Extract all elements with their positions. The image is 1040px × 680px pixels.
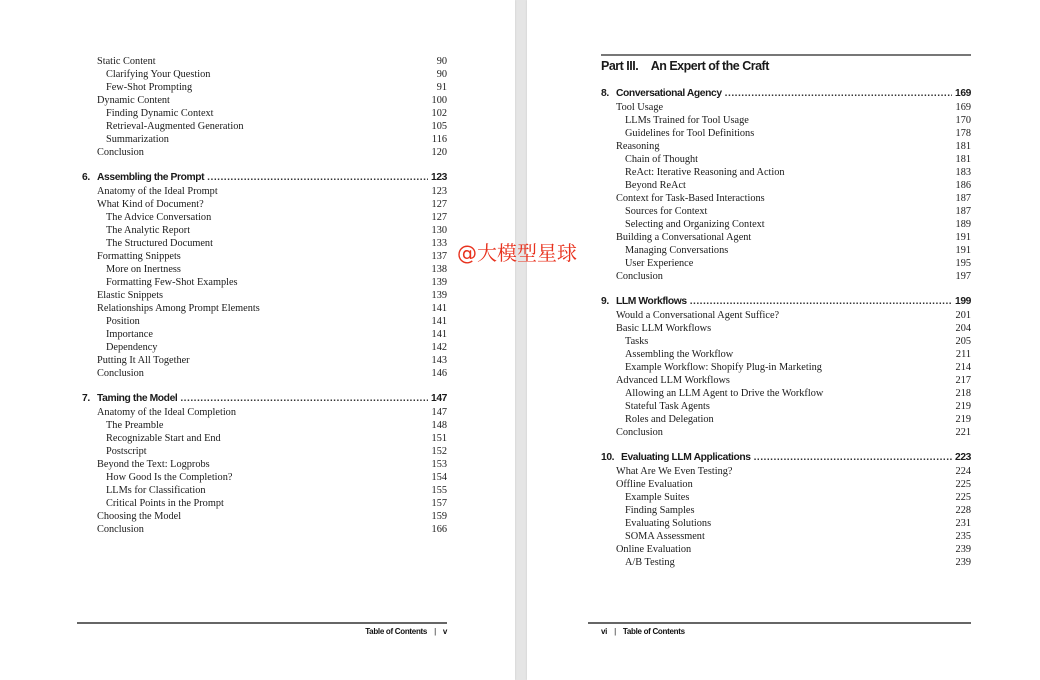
- entry-title: Importance: [106, 329, 153, 340]
- entry-page-number: 231: [955, 518, 971, 529]
- entry-page-number: 189: [955, 219, 971, 230]
- entry-page-number: 139: [431, 290, 447, 301]
- toc-subsection[interactable]: [601, 530, 971, 543]
- entry-title: Position: [106, 316, 140, 327]
- toc-left: [82, 55, 447, 536]
- entry-title: A/B Testing: [625, 557, 675, 568]
- entry-title: Context for Task-Based Interactions: [616, 193, 765, 204]
- footer-separator: |: [434, 627, 436, 636]
- entry-title: Example Workflow: Shopify Plug-in Marketing: [625, 362, 822, 373]
- toc-subsection[interactable]: [601, 114, 971, 127]
- toc-right: [601, 87, 971, 569]
- toc-section[interactable]: [601, 101, 971, 114]
- entry-page-number: 159: [431, 511, 447, 522]
- entry-page-number: 130: [431, 225, 447, 236]
- entry-page-number: 181: [955, 141, 971, 152]
- entry-page-number: 187: [955, 193, 971, 204]
- dot-leader: [207, 171, 428, 185]
- entry-page-number: 146: [431, 368, 447, 379]
- toc-subsection[interactable]: [601, 244, 971, 257]
- entry-title: LLMs for Classification: [106, 485, 206, 496]
- toc-subsection[interactable]: [82, 120, 447, 133]
- entry-page-number: 90: [436, 69, 447, 80]
- toc-subsection[interactable]: [82, 432, 447, 445]
- entry-page-number: 214: [955, 362, 971, 373]
- toc-section[interactable]: [601, 309, 971, 322]
- entry-title: Assembling the Workflow: [625, 349, 734, 360]
- toc-section[interactable]: [82, 94, 447, 107]
- toc-subsection[interactable]: [82, 276, 447, 289]
- toc-section[interactable]: [82, 354, 447, 367]
- entry-page-number: 204: [955, 323, 971, 334]
- toc-subsection[interactable]: [82, 263, 447, 276]
- toc-subsection[interactable]: [601, 400, 971, 413]
- entry-page-number: 191: [955, 232, 971, 243]
- entry-title: Tool Usage: [616, 102, 664, 113]
- entry-page-number: 178: [955, 128, 971, 139]
- toc-subsection[interactable]: [601, 361, 971, 374]
- entry-title: How Good Is the Completion?: [106, 472, 233, 483]
- entry-title: Online Evaluation: [616, 544, 692, 555]
- chapter-number: 7.: [82, 393, 90, 404]
- entry-page-number: 157: [431, 498, 447, 509]
- entry-title: Roles and Delegation: [625, 414, 714, 425]
- entry-title: Conclusion: [97, 147, 144, 158]
- entry-page-number: 183: [955, 167, 971, 178]
- toc-section[interactable]: [601, 231, 971, 244]
- entry-page-number: 148: [431, 420, 447, 431]
- toc-section[interactable]: [82, 458, 447, 471]
- entry-title: Beyond ReAct: [625, 180, 686, 191]
- entry-title: Static Content: [97, 56, 156, 67]
- entry-page-number: 137: [431, 251, 447, 262]
- entry-page-number: 100: [431, 95, 447, 106]
- entry-page-number: 219: [955, 414, 971, 425]
- toc-subsection[interactable]: [82, 68, 447, 81]
- entry-page-number: 197: [955, 271, 971, 282]
- toc-subsection[interactable]: [82, 471, 447, 484]
- entry-page-number: 153: [431, 459, 447, 470]
- entry-page-number: 186: [955, 180, 971, 191]
- toc-section[interactable]: [82, 198, 447, 211]
- toc-subsection[interactable]: [601, 387, 971, 400]
- entry-title: Summarization: [106, 134, 169, 145]
- toc-section[interactable]: [601, 322, 971, 335]
- entry-page-number: 195: [955, 258, 971, 269]
- toc-section[interactable]: [82, 250, 447, 263]
- entry-page-number: 219: [955, 401, 971, 412]
- entry-page-number: 127: [431, 212, 447, 223]
- footer-label: Table of Contents: [622, 627, 685, 636]
- entry-page-number: 141: [431, 329, 447, 340]
- toc-subsection[interactable]: [601, 348, 971, 361]
- entry-page-number: 147: [431, 407, 447, 418]
- entry-page-number: 239: [955, 557, 971, 568]
- part-top-rule: [601, 54, 971, 56]
- chapter-title: Taming the Model: [97, 393, 178, 404]
- entry-title: Would a Conversational Agent Suffice?: [616, 310, 780, 321]
- entry-title: Retrieval-Augmented Generation: [106, 121, 244, 132]
- toc-chapter[interactable]: [82, 392, 447, 406]
- entry-title: More on Inertness: [106, 264, 181, 275]
- entry-page-number: 127: [431, 199, 447, 210]
- entry-title: Elastic Snippets: [97, 290, 164, 301]
- toc-section[interactable]: [601, 478, 971, 491]
- entry-title: Selecting and Organizing Context: [625, 219, 765, 230]
- toc-section[interactable]: [82, 302, 447, 315]
- entry-page-number: 228: [955, 505, 971, 516]
- entry-page-number: 90: [436, 56, 447, 67]
- entry-title: The Preamble: [106, 420, 164, 431]
- entry-title: Basic LLM Workflows: [616, 323, 712, 334]
- toc-section[interactable]: [82, 185, 447, 198]
- toc-section[interactable]: [82, 510, 447, 523]
- chapter-title: LLM Workflows: [616, 296, 687, 307]
- entry-title: Beyond the Text: Logprobs: [97, 459, 210, 470]
- footer-separator: |: [614, 627, 616, 636]
- toc-section[interactable]: [601, 270, 971, 283]
- entry-page-number: 225: [955, 479, 971, 490]
- entry-title: Postscript: [106, 446, 147, 457]
- entry-page-number: 218: [955, 388, 971, 399]
- entry-title: Tasks: [625, 336, 649, 347]
- toc-subsection[interactable]: [82, 419, 447, 432]
- toc-subsection[interactable]: [601, 491, 971, 504]
- toc-subsection[interactable]: [601, 153, 971, 166]
- entry-title: Finding Samples: [625, 505, 695, 516]
- entry-title: Critical Points in the Prompt: [106, 498, 224, 509]
- entry-title: What Kind of Document?: [97, 199, 204, 210]
- entry-page-number: 143: [431, 355, 447, 366]
- part-heading: [601, 59, 971, 73]
- chapter-page-number: 123: [431, 172, 447, 183]
- entry-page-number: 141: [431, 316, 447, 327]
- entry-title: Dependency: [106, 342, 158, 353]
- toc-section[interactable]: [601, 543, 971, 556]
- toc-subsection[interactable]: [82, 445, 447, 458]
- toc-section[interactable]: [82, 55, 447, 68]
- chapter-page-number: 169: [955, 88, 971, 99]
- entry-page-number: 139: [431, 277, 447, 288]
- watermark: @大模型星球: [457, 241, 577, 265]
- chapter-title: Conversational Agency: [616, 88, 722, 99]
- toc-subsection[interactable]: [82, 81, 447, 94]
- toc-subsection[interactable]: [82, 224, 447, 237]
- entry-title: Example Suites: [625, 492, 690, 503]
- toc-chapter[interactable]: [601, 295, 971, 309]
- toc-subsection[interactable]: [82, 237, 447, 250]
- entry-title: Reasoning: [616, 141, 660, 152]
- dot-leader: [754, 451, 952, 465]
- toc-subsection[interactable]: [601, 335, 971, 348]
- chapter-title: Assembling the Prompt: [97, 172, 205, 183]
- toc-chapter[interactable]: [601, 87, 971, 101]
- toc-section[interactable]: [82, 146, 447, 159]
- entry-page-number: 152: [431, 446, 447, 457]
- toc-section[interactable]: [82, 289, 447, 302]
- toc-subsection[interactable]: [82, 315, 447, 328]
- entry-page-number: 105: [431, 121, 447, 132]
- entry-page-number: 141: [431, 303, 447, 314]
- entry-title: Relationships Among Prompt Elements: [97, 303, 260, 314]
- chapter-page-number: 199: [955, 296, 971, 307]
- entry-title: Conclusion: [97, 368, 144, 379]
- dot-leader: [180, 392, 428, 406]
- footer-right: [601, 627, 685, 636]
- chapter-number: 9.: [601, 296, 609, 307]
- entry-page-number: 239: [955, 544, 971, 555]
- entry-title: Conclusion: [97, 524, 144, 535]
- part-title: An Expert of the Craft: [650, 59, 769, 73]
- toc-section[interactable]: [601, 374, 971, 387]
- entry-page-number: 120: [431, 147, 447, 158]
- entry-page-number: 169: [955, 102, 971, 113]
- chapter-number: 10.: [601, 452, 615, 463]
- entry-page-number: 217: [955, 375, 971, 386]
- entry-page-number: 102: [431, 108, 447, 119]
- entry-title: What Are We Even Testing?: [616, 466, 733, 477]
- entry-title: Advanced LLM Workflows: [616, 375, 730, 386]
- chapter-title: Evaluating LLM Applications: [621, 452, 751, 463]
- entry-title: LLMs Trained for Tool Usage: [625, 115, 749, 126]
- entry-page-number: 205: [955, 336, 971, 347]
- entry-title: The Structured Document: [106, 238, 213, 249]
- entry-title: Dynamic Content: [97, 95, 170, 106]
- entry-page-number: 225: [955, 492, 971, 503]
- toc-subsection[interactable]: [601, 166, 971, 179]
- toc-section[interactable]: [82, 523, 447, 536]
- toc-subsection[interactable]: [601, 205, 971, 218]
- entry-page-number: 138: [431, 264, 447, 275]
- entry-title: SOMA Assessment: [625, 531, 705, 542]
- entry-title: Anatomy of the Ideal Completion: [97, 407, 236, 418]
- entry-page-number: 211: [955, 349, 971, 360]
- entry-page-number: 133: [431, 238, 447, 249]
- toc-subsection[interactable]: [82, 497, 447, 510]
- toc-chapter[interactable]: [82, 171, 447, 185]
- entry-title: Few-Shot Prompting: [106, 82, 193, 93]
- entry-title: Putting It All Together: [97, 355, 190, 366]
- toc-section[interactable]: [601, 465, 971, 478]
- chapter-page-number: 223: [955, 452, 971, 463]
- entry-title: Finding Dynamic Context: [106, 108, 214, 119]
- entry-page-number: 201: [955, 310, 971, 321]
- entry-page-number: 116: [431, 134, 447, 145]
- toc-subsection[interactable]: [82, 328, 447, 341]
- entry-title: Stateful Task Agents: [625, 401, 710, 412]
- toc-subsection[interactable]: [601, 257, 971, 270]
- entry-page-number: 123: [431, 186, 447, 197]
- entry-title: Building a Conversational Agent: [616, 232, 752, 243]
- entry-title: Conclusion: [616, 271, 663, 282]
- entry-page-number: 191: [955, 245, 971, 256]
- entry-page-number: 166: [431, 524, 447, 535]
- toc-subsection[interactable]: [601, 413, 971, 426]
- entry-title: Evaluating Solutions: [625, 518, 712, 529]
- entry-title: User Experience: [625, 258, 694, 269]
- toc-subsection[interactable]: [601, 556, 971, 569]
- entry-page-number: 91: [436, 82, 447, 93]
- entry-page-number: 224: [955, 466, 971, 477]
- entry-title: Formatting Few-Shot Examples: [106, 277, 238, 288]
- entry-title: Formatting Snippets: [97, 251, 181, 262]
- toc-subsection[interactable]: [601, 179, 971, 192]
- part-number: Part III.: [601, 59, 639, 73]
- entry-page-number: 187: [955, 206, 971, 217]
- footer-page-number: v: [442, 627, 447, 636]
- entry-title: Conclusion: [616, 427, 663, 438]
- toc-section[interactable]: [601, 140, 971, 153]
- toc-subsection[interactable]: [601, 218, 971, 231]
- toc-subsection[interactable]: [82, 107, 447, 120]
- dot-leader: [725, 87, 952, 101]
- toc-section[interactable]: [82, 367, 447, 380]
- footer-rule-right: [588, 622, 971, 624]
- toc-section[interactable]: [601, 192, 971, 205]
- footer-label: Table of Contents: [365, 627, 428, 636]
- toc-subsection[interactable]: [601, 127, 971, 140]
- entry-title: Guidelines for Tool Definitions: [625, 128, 755, 139]
- chapter-page-number: 147: [431, 393, 447, 404]
- chapter-number: 6.: [82, 172, 90, 183]
- entry-title: The Analytic Report: [106, 225, 191, 236]
- entry-title: The Advice Conversation: [106, 212, 212, 223]
- entry-title: ReAct: Iterative Reasoning and Action: [625, 167, 785, 178]
- entry-page-number: 155: [431, 485, 447, 496]
- toc-subsection[interactable]: [601, 517, 971, 530]
- toc-subsection[interactable]: [601, 504, 971, 517]
- entry-page-number: 154: [431, 472, 447, 483]
- entry-page-number: 221: [955, 427, 971, 438]
- dot-leader: [690, 295, 952, 309]
- entry-page-number: 235: [955, 531, 971, 542]
- entry-title: Choosing the Model: [97, 511, 182, 522]
- chapter-number: 8.: [601, 88, 609, 99]
- entry-page-number: 170: [955, 115, 971, 126]
- toc-subsection[interactable]: [82, 133, 447, 146]
- toc-chapter[interactable]: [601, 451, 971, 465]
- toc-section[interactable]: [601, 426, 971, 439]
- toc-subsection[interactable]: [82, 211, 447, 224]
- entry-title: Managing Conversations: [625, 245, 729, 256]
- entry-page-number: 151: [431, 433, 447, 444]
- footer-page-number: vi: [601, 627, 608, 636]
- footer-rule-left: [77, 622, 447, 624]
- entry-title: Sources for Context: [625, 206, 708, 217]
- entry-page-number: 181: [955, 154, 971, 165]
- footer-left: [365, 627, 447, 636]
- entry-title: Chain of Thought: [625, 154, 699, 165]
- entry-title: Allowing an LLM Agent to Drive the Workflow: [625, 388, 824, 399]
- entry-title: Clarifying Your Question: [106, 69, 211, 80]
- entry-title: Recognizable Start and End: [106, 433, 221, 444]
- toc-section[interactable]: [82, 406, 447, 419]
- entry-title: Offline Evaluation: [616, 479, 693, 490]
- toc-subsection[interactable]: [82, 341, 447, 354]
- toc-subsection[interactable]: [82, 484, 447, 497]
- entry-page-number: 142: [431, 342, 447, 353]
- entry-title: Anatomy of the Ideal Prompt: [97, 186, 218, 197]
